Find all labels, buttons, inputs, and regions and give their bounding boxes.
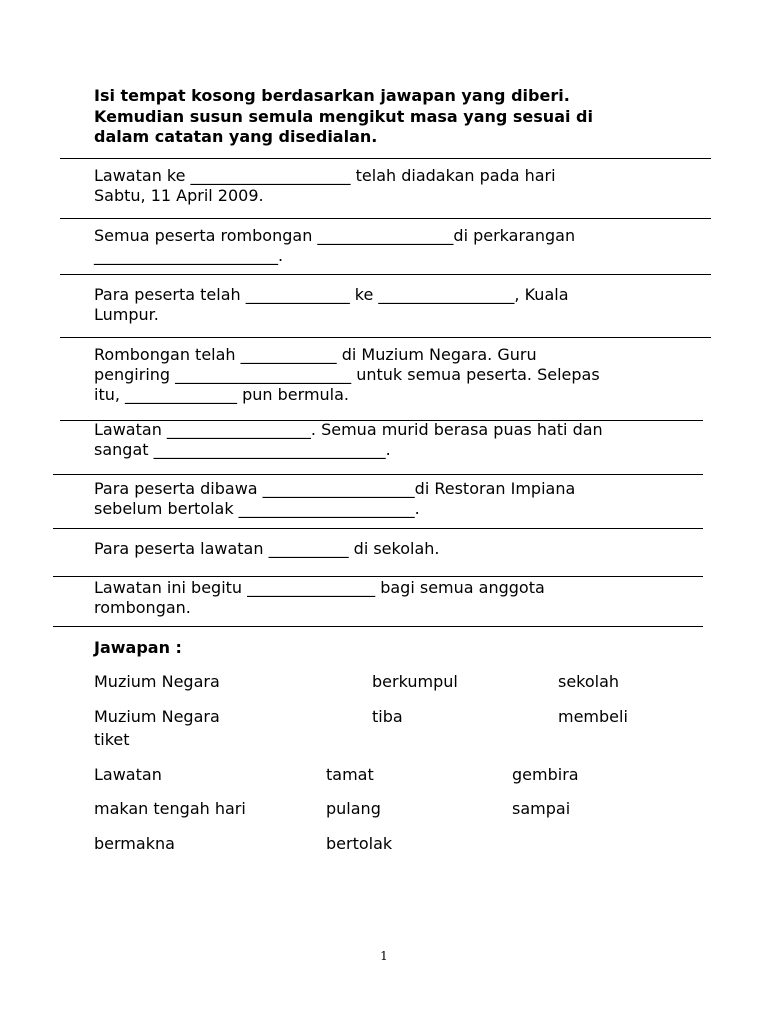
answer-word: tamat <box>326 765 374 784</box>
answer-word: membeli <box>558 707 628 726</box>
sentence-line: itu, ______________ pun bermula. <box>94 385 349 404</box>
answer-word: sekolah <box>558 672 620 691</box>
answer-word: Lawatan <box>94 765 162 784</box>
sentence-7 <box>94 539 439 559</box>
sentence-line: rombongan. <box>94 598 191 617</box>
divider <box>60 218 711 219</box>
answer-word: bertolak <box>326 834 393 853</box>
sentence-2 <box>94 226 575 266</box>
instruction-line: Kemudian susun semula mengikut masa yang sesuai di <box>94 106 593 126</box>
sentence-line: Sabtu, 11 April 2009. <box>94 186 264 205</box>
sentence-line: pengiring ______________________ untuk semua peserta. Selepas <box>94 365 600 384</box>
sentence-5 <box>94 420 603 460</box>
sentence-line: sebelum bertolak ______________________. <box>94 499 420 518</box>
sentence-line: Para peserta telah _____________ ke _________________, Kuala <box>94 285 569 304</box>
sentence-3 <box>94 285 569 325</box>
instruction-line: dalam catatan yang disedialan. <box>94 127 378 146</box>
instructions <box>94 86 694 148</box>
sentence-line: Lumpur. <box>94 305 159 324</box>
page-number: 1 <box>380 949 388 963</box>
sentence-line: Para peserta dibawa ___________________di Restoran Impiana <box>94 479 576 498</box>
divider <box>53 576 703 577</box>
sentence-8 <box>94 578 545 618</box>
answer-word: berkumpul <box>372 672 458 691</box>
answer-word: pulang <box>326 799 381 818</box>
sentence-line: Lawatan __________________. Semua murid berasa puas hati dan <box>94 420 603 439</box>
sentence-6 <box>94 479 575 519</box>
sentence-line: Para peserta lawatan __________ di sekolah. <box>94 539 440 558</box>
sentence-4 <box>94 345 600 405</box>
sentence-line: Rombongan telah ____________ di Muzium Negara. Guru <box>94 345 537 364</box>
sentence-line: Lawatan ke ____________________ telah diadakan pada hari <box>94 166 556 185</box>
sentence-line: Lawatan ini begitu ________________ bagi semua anggota <box>94 578 545 597</box>
answer-word: gembira <box>512 765 579 784</box>
sentence-line: sangat _____________________________. <box>94 440 391 459</box>
answer-word: sampai <box>512 799 571 818</box>
answer-heading: Jawapan : <box>94 638 182 657</box>
divider <box>53 626 703 627</box>
answer-word: Muzium Negara <box>94 672 220 691</box>
answer-word: makan tengah hari <box>94 799 246 818</box>
instruction-line: Isi tempat kosong berdasarkan jawapan yang diberi. <box>94 86 570 105</box>
divider <box>60 274 711 275</box>
sentence-line: _______________________. <box>94 246 284 265</box>
answer-word: tiba <box>372 707 403 726</box>
answer-word: bermakna <box>94 834 175 853</box>
answer-word: Muzium Negara <box>94 707 220 726</box>
divider <box>53 474 703 475</box>
sentence-line: Semua peserta rombongan _________________di perkarangan <box>94 226 576 245</box>
sentence-1 <box>94 166 556 206</box>
divider <box>60 337 711 338</box>
divider <box>53 528 703 529</box>
answer-word: tiket <box>94 730 130 749</box>
divider <box>60 158 711 159</box>
